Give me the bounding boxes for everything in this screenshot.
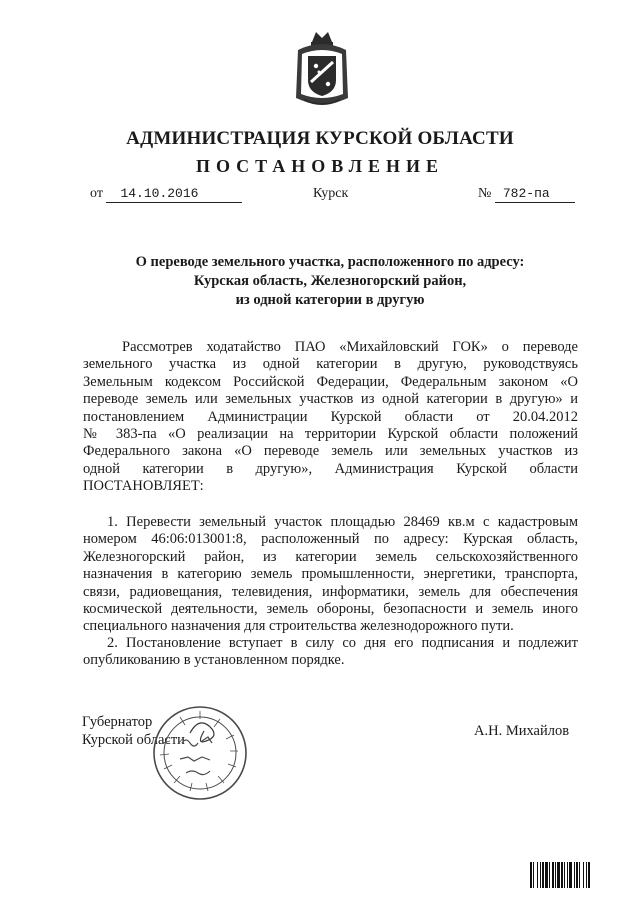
text-line: связи, радиовещания, телевидения, информатики, земель для обеспечения [83,583,578,600]
text-line: Федерального закона «О переводе земель или земельных участков из [83,443,578,460]
text-line: специального назначения для строительства железнодорожного пути. [83,618,514,635]
subject-line: О переводе земельного участка, расположенного по адресу: [135,254,525,270]
date-block [90,186,242,203]
text-line: земельного участка из одной категории в другую, руководствуясь [83,356,578,373]
subject-line: из одной категории в другую [235,292,425,308]
document-subject [80,253,580,310]
text-line: опубликованию в установленном порядке. [83,652,345,669]
signatory-title-line: Губернатор [82,714,153,730]
decision-item-2 [83,635,578,670]
date-prefix: от [90,186,103,201]
text-line: космической деятельности, земель обороны, безопасности и земель иного [83,600,578,617]
text-line: 1. Перевести земельный участок площадью 28469 кв.м с кадастровым [107,514,578,530]
text-line: номером 46:06:013001:8, расположенный по адресу: Курская область, [83,531,578,548]
decision-item-1 [83,514,578,636]
text-line: Земельным кодексом Российской Федерации, Федеральным законом «О [83,373,578,390]
signatory-name: А.Н. Михайлов [474,723,570,739]
organization-name: АДМИНИСТРАЦИЯ КУРСКОЙ ОБЛАСТИ [126,128,514,149]
document-date: 14.10.2016 [120,186,199,201]
text-line: ПОСТАНОВЛЯЕТ: [83,478,204,495]
subject-line: Курская область, Железногорский район, [193,273,467,289]
signatory-title-line: Курской области [82,732,185,748]
text-line: переводе земель или земельных участков из одной категории в другую» и [83,391,578,408]
preamble-paragraph [83,339,578,496]
number-prefix: № [478,186,492,201]
text-line: назначения в категорию земель промышленности, энергетики, транспорта, [83,566,578,583]
official-stamp-mark [150,703,250,803]
text-line: постановлением Администрации Курской области от 20.04.2012 [83,408,578,425]
document-city: Курск [313,186,349,201]
text-line: 2. Постановление вступает в силу со дня его подписания и подлежит [107,635,578,651]
number-block [478,186,575,203]
text-line: одной категории в другую», Администрация Курской области [83,460,578,477]
document-number: 782-па [502,186,550,201]
coat-of-arms-emblem [292,28,352,110]
text-line: Железногорский район, из категории земель сельскохозяйственного [83,548,578,565]
document-type: ПОСТАНОВЛЕНИЕ [195,156,445,176]
barcode-icon [530,862,626,888]
text-line: Рассмотрев ходатайство ПАО «Михайловский ГОК» о переводе [122,339,578,355]
text-line: № 383-па «О реализации на территории Курской области положений [83,425,578,442]
